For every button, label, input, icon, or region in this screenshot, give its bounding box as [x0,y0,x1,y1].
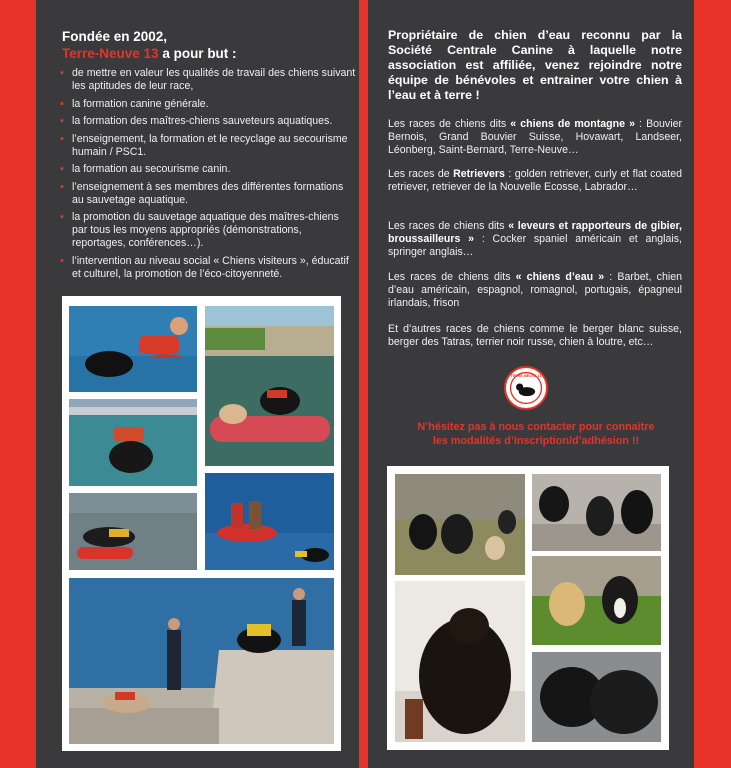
breeds-gundogs-paragraph: Les races de chiens dits « leveurs et rapporteurs de gibier, broussailleurs » : Cocker spaniel américain et anglais, springer anglais… [388,220,682,259]
photo-raft-children [205,473,334,570]
club-logo [504,366,548,410]
bullet-icon: ▪ [60,211,64,223]
left-photo-collage [62,296,341,751]
photo-quay-training [69,578,334,744]
list-item: ▪ l’intervention au niveau social « Chiens visiteurs », éducatif et culturel, la promotion de l’éco-citoyenneté. [60,254,349,280]
list-item: ▪ l’enseignement, la formation et le recyclage au secourisme humain / PSC1. [60,132,348,158]
title-rest: a pour but : [158,46,237,61]
list-item: ▪ la formation au secourisme canin. [60,163,231,175]
breeds-mountain-paragraph: Les races de chiens dits « chiens de montagne » : Bouvier Bernois, Grand Bouvier Suisse, Hovawart, Landseer, Léonberg, Saint-Bernard, Terre-Neuve… [388,118,682,157]
photo-newfoundland-puppies [532,652,661,742]
breeds-waterdogs-paragraph: Les races de chiens dits « chiens d’eau » : Barbet, chien d’eau américain, espagnol, romagnol, portugais, épagneul irlandais, frison [388,271,683,310]
photo-water-rescue-tube [69,493,197,570]
list-item: ▪ l’enseignement à ses membres des différentes formations au sauvetage aquatique. [60,180,344,206]
bullet-icon: ▪ [60,132,64,145]
photo-golden-and-bernese [532,556,661,645]
logo-text: TERRE-NEUVE 13 [510,374,542,379]
photo-dog-swim-rescue [69,306,197,392]
contact-line1: N’hésitez pas à nous contacter pour connaitre [417,421,655,433]
photo-dogs-paddleboard [205,306,334,466]
bullet-icon: ▪ [60,97,64,110]
title-club-name: Terre-Neuve 13 [62,46,159,61]
title-line1: Fondée en 2002, [62,29,168,44]
contact-line2: les modalités d’inscription/d’adhésion !! [432,435,640,447]
breeds-other-paragraph: Et d’autres races de chiens comme le berger blanc suisse, berger des Tatras, terrier noir russe, chien à loutre, etc… [388,323,682,349]
goals-list [60,67,356,285]
bullet-icon: ▪ [60,163,64,175]
bullet-icon: ▪ [60,254,64,267]
list-item: ▪ la formation canine générale. [60,97,209,110]
photo-newfoundland-sitting [395,581,525,742]
bullet-icon: ▪ [60,115,64,127]
photo-harbor-boat-dog [69,399,197,486]
bullet-icon: ▪ [60,67,64,79]
right-panel [368,0,694,768]
list-item: ▪ la formation des maîtres-chiens sauveteurs aquatiques. [60,115,333,127]
right-photo-collage [387,466,669,750]
list-item: ▪ la promotion du sauvetage aquatique des maîtres-chiens par tous les moyens appropriés (démonstrations, reportages, conférences…). [60,211,339,249]
intro-paragraph: Propriétaire de chien d’eau reconnu par la Société Centrale Canine à laquelle notre association est affiliée, venez rejoindre notre équipe de bénévoles et entrainer votre chien à l’eau et à terre ! [388,28,682,102]
left-panel [36,0,359,768]
photo-three-newfoundlands [532,474,661,551]
contact-callout [388,420,684,448]
left-title [62,28,237,62]
bullet-icon: ▪ [60,180,64,193]
list-item: ▪ de mettre en valeur les qualités de travail des chiens suivant les aptitudes de leur race, [60,67,356,92]
photo-group-dogs-garden [395,474,525,575]
breeds-retrievers-paragraph: Les races de Retrievers : golden retriever, curly et flat coated retriever, retriever de la Nouvelle Ecosse, Labrador… [388,168,682,194]
